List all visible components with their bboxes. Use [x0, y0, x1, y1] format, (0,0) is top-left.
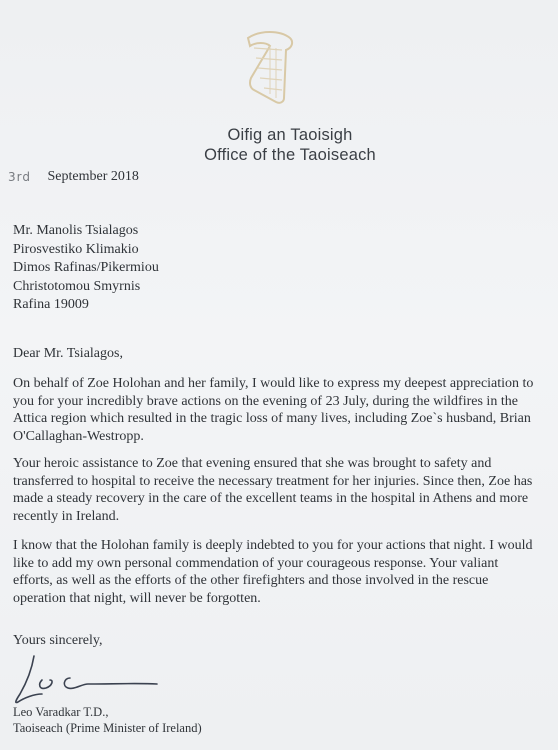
paragraph-line: Attica region which resulted in the tragic loss of many lives, including Zoe`s husband, Brian — [13, 411, 531, 427]
letterhead-english: Office of the Taoiseach — [204, 146, 376, 164]
paragraph-line: like to add my own personal commendation of your courageous response. Your valiant — [13, 555, 499, 571]
salutation: Dear Mr. Tsialagos, — [13, 346, 123, 361]
letter-date — [8, 168, 139, 186]
paragraph-line: operation that night, will never be forgotten. — [13, 590, 261, 606]
paragraph-line: you for your incredibly brave actions on the evening of 23 July, during the wildfires in the — [13, 393, 518, 409]
address-line: Mr. Manolis Tsialagos — [13, 223, 139, 238]
letterhead — [195, 125, 385, 165]
paragraph-2 — [13, 455, 553, 525]
recipient-address — [13, 222, 159, 315]
paragraph-line: Your heroic assistance to Zoe that evening ensured that she was brought to safety and — [13, 456, 492, 471]
address-line: Rafina 19009 — [13, 297, 89, 312]
date-day: 3rd — [8, 170, 31, 184]
paragraph-line: transferred to hospital to receive the necessary treatment for her injuries. Since then, Zoe has — [13, 473, 533, 489]
paragraph-3 — [13, 537, 553, 607]
handwritten-signature — [12, 650, 162, 710]
date-month-year: September 2018 — [47, 169, 139, 184]
signer-title: Taoiseach (Prime Minister of Ireland) — [13, 721, 202, 735]
signer-block — [13, 704, 202, 736]
paragraph-line: O'Callaghan-Westropp. — [13, 428, 144, 444]
address-line: Christotomou Smyrnis — [13, 278, 141, 294]
paragraph-line: made a steady recovery in the care of the excellent teams in the hospital in Athens and more — [13, 491, 529, 507]
paragraph-1 — [13, 375, 553, 445]
paragraph-line: On behalf of Zoe Holohan and her family, I would like to express my deepest appreciation to — [13, 376, 534, 391]
signer-name: Leo Varadkar T.D., — [13, 705, 109, 719]
paragraph-line: recently in Ireland. — [13, 508, 120, 524]
paragraph-line: efforts, as well as the efforts of the other firefighters and those involved in the rescue — [13, 573, 489, 589]
address-line: Dimos Rafinas/Pikermiou — [13, 260, 159, 275]
closing: Yours sincerely, — [13, 633, 103, 648]
harp-emblem — [240, 28, 298, 106]
letterhead-irish: Oifig an Taoisigh — [227, 126, 353, 144]
address-line: Pirosvestiko Klimakio — [13, 241, 139, 257]
paragraph-line: I know that the Holohan family is deeply indebted to you for your actions that night. I would — [13, 538, 533, 553]
